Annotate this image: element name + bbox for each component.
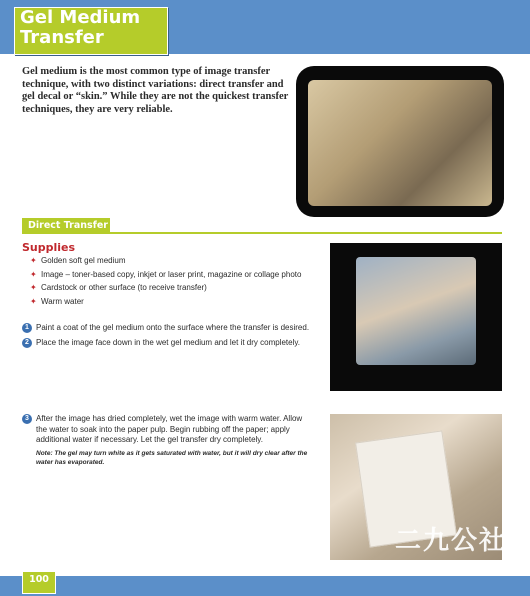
note-text: The gel may turn white as it gets saturated with water, but it will dry clear after the water has evaporated. (36, 450, 308, 466)
step-number-badge: 2 (22, 338, 32, 348)
supplies-heading: Supplies (22, 241, 76, 254)
intro-paragraph: Gel medium is the most common type of image transfer technique, with two distinct variations: direct transfer and gel decal or “skin.” While they are not the quickest transfer techniques, they are very reliable. (22, 66, 289, 115)
supply-item (30, 270, 312, 281)
step-3 (22, 414, 314, 446)
supply-item-text: Warm water (41, 296, 84, 306)
page-title-line2: Transfer (20, 27, 104, 48)
step-1 (22, 323, 314, 334)
supply-item-text: Image – toner-based copy, inkjet or laser print, magazine or collage photo (41, 269, 302, 279)
supply-item (30, 283, 312, 294)
transfer-artwork-image (356, 257, 476, 365)
supply-item-text: Golden soft gel medium (41, 256, 126, 265)
vintage-collage-image (308, 80, 492, 206)
bullet-icon: ✦ (30, 269, 37, 279)
supplies-list (30, 256, 312, 310)
note-label: Note: (36, 450, 53, 457)
section-heading: Direct Transfer (28, 220, 108, 231)
step-number-badge: 3 (22, 414, 32, 424)
step-number-badge: 1 (22, 323, 32, 333)
step-text: Place the image face down in the wet gel medium and let it dry completely. (36, 338, 300, 347)
step-text: Paint a coat of the gel medium onto the surface where the transfer is desired. (36, 323, 310, 332)
watermark: 二九公社 (395, 526, 508, 556)
collage-photo-top (296, 66, 504, 217)
bullet-icon: ✦ (30, 296, 37, 306)
step-text: After the image has dried completely, wet the image with warm water. Allow the water to soak into the paper pulp. Begin rubbing off the paper; apply additional water if necessary. Let the gel transfer dry completely. (36, 414, 303, 445)
supply-item-text: Cardstock or other surface (to receive transfer) (41, 283, 207, 292)
note (36, 450, 316, 467)
step-2 (22, 338, 314, 349)
section-divider-line (22, 232, 502, 234)
bullet-icon: ✦ (30, 283, 37, 292)
bottom-footer-band (0, 576, 530, 596)
page-number: 100 (29, 574, 49, 585)
supply-item (30, 256, 312, 267)
page-title-line1: Gel Medium (20, 7, 141, 28)
supply-item (30, 297, 312, 308)
page-title (20, 8, 140, 48)
bullet-icon: ✦ (30, 256, 37, 265)
transfer-result-photo (330, 243, 502, 391)
